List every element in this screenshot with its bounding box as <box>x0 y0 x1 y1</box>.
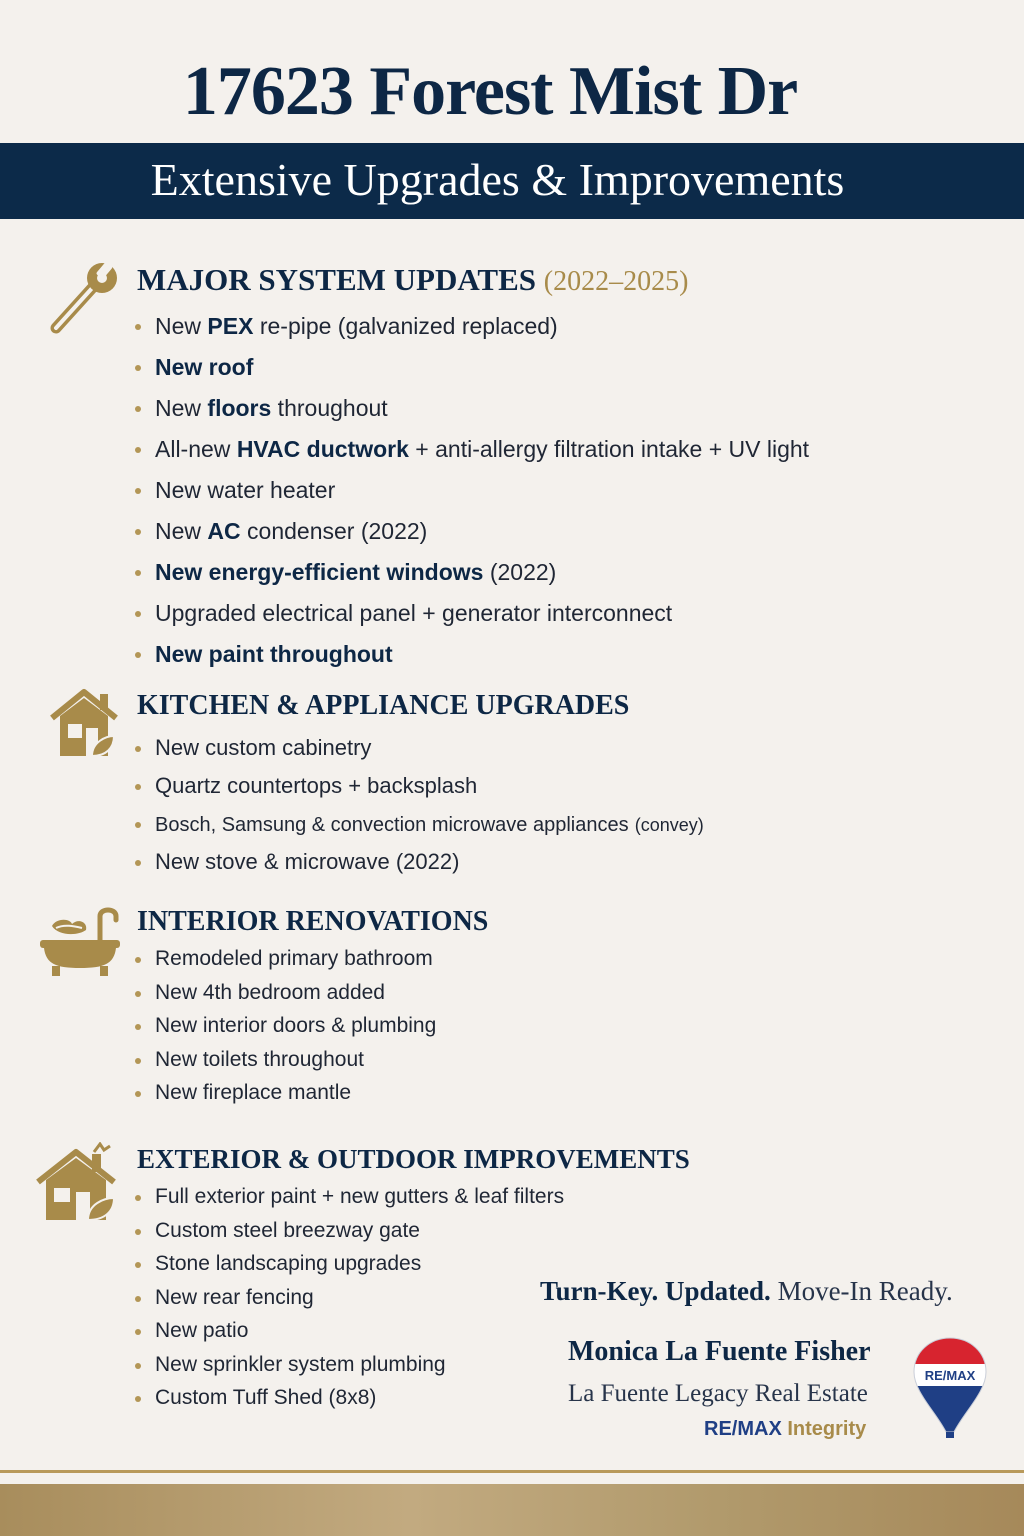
major-heading <box>137 262 688 298</box>
house-leaf-icon <box>48 686 120 760</box>
interior-heading: INTERIOR RENOVATIONS <box>137 906 489 937</box>
remax-balloon-logo <box>912 1336 988 1442</box>
exterior-heading: EXTERIOR & OUTDOOR IMPROVEMENTS <box>137 1144 690 1174</box>
interior-list <box>135 947 436 1115</box>
list-item: All-new HVAC ductwork + anti-allergy filtration intake + UV light <box>135 436 809 477</box>
kitchen-list <box>135 735 704 887</box>
brokerage-brand: RE/MAX <box>704 1418 782 1440</box>
list-item: New custom cabinetry <box>135 735 704 773</box>
banner-text: Extensive Upgrades & Improvements <box>150 154 845 205</box>
brokerage <box>704 1418 866 1441</box>
brokerage-name: Integrity <box>781 1418 867 1440</box>
tagline <box>540 1276 953 1307</box>
subtitle-banner <box>0 143 1024 219</box>
wrench-icon <box>50 260 122 336</box>
list-item: New patio <box>135 1319 564 1353</box>
footer-band <box>0 1484 1024 1536</box>
list-item: Custom steel breezway gate <box>135 1219 564 1253</box>
list-item: New AC condenser (2022) <box>135 518 809 559</box>
logo-text: RE/MAX <box>924 1368 976 1383</box>
tagline-bold: Turn-Key. Updated. <box>540 1276 771 1306</box>
list-item: New floors throughout <box>135 395 809 436</box>
agent-name: Monica La Fuente Fisher <box>568 1336 871 1367</box>
list-item: New water heater <box>135 477 809 518</box>
house-exterior-icon <box>34 1142 120 1224</box>
list-item: New roof <box>135 354 809 395</box>
tagline-rest: Move-In Ready. <box>770 1276 953 1306</box>
kitchen-heading: KITCHEN & APPLIANCE UPGRADES <box>137 690 630 721</box>
list-item: Quartz countertops + backsplash <box>135 773 704 811</box>
team-name: La Fuente Legacy Real Estate <box>568 1380 868 1407</box>
major-years: (2022–2025) <box>543 266 689 297</box>
list-item: Bosch, Samsung & convection microwave appliances (convey) <box>135 811 704 849</box>
list-item: New PEX re-pipe (galvanized replaced) <box>135 313 809 354</box>
list-item: Upgraded electrical panel + generator interconnect <box>135 600 809 641</box>
page-title: 17623 Forest Mist Dr <box>182 53 798 130</box>
list-item: New fireplace mantle <box>135 1081 436 1115</box>
list-item: Custom Tuff Shed (8x8) <box>135 1386 564 1420</box>
list-item: New stove & microwave (2022) <box>135 849 704 887</box>
list-item: Stone landscaping upgrades <box>135 1252 564 1286</box>
list-item: New sprinkler system plumbing <box>135 1353 564 1387</box>
major-heading-text: MAJOR SYSTEM UPDATES <box>137 262 537 297</box>
exterior-list <box>135 1185 564 1420</box>
list-item: New toilets throughout <box>135 1048 436 1082</box>
list-item: Full exterior paint + new gutters & leaf filters <box>135 1185 564 1219</box>
list-item: New paint throughout <box>135 641 809 682</box>
list-item: Remodeled primary bathroom <box>135 947 436 981</box>
list-item: New energy-efficient windows (2022) <box>135 559 809 600</box>
bathtub-icon <box>38 902 122 978</box>
list-item: New 4th bedroom added <box>135 981 436 1015</box>
list-item: New interior doors & plumbing <box>135 1014 436 1048</box>
list-item: New rear fencing <box>135 1286 564 1320</box>
footer-rule <box>0 1470 1024 1473</box>
major-list <box>135 313 809 682</box>
